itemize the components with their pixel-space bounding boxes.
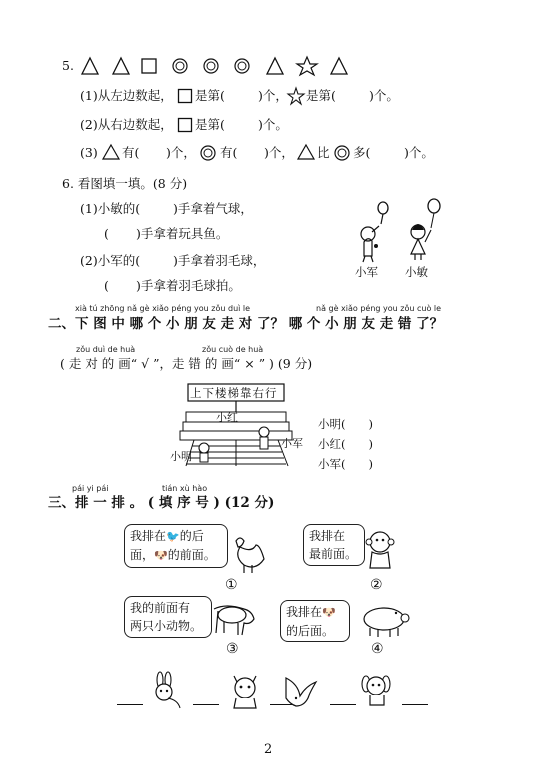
answer-xiaojun: 小军( ) [318,457,373,471]
q5-line1-d: 是第( [306,88,336,103]
q5-line3-h: )个。 [404,145,434,160]
triangle-icon [298,145,314,159]
square-icon [178,118,192,132]
bird-icon: 🐦 [166,530,180,543]
sec3-pinyin-2: tián xù hào [162,484,208,493]
square-icon [142,59,156,73]
cat-illustration [228,672,262,708]
cow-illustration [210,601,258,637]
sec2-pinyin-1: xià tú zhōng nǎ gè xiǎo péng you zǒu duì le [75,304,251,313]
flower-icon [235,59,249,73]
answer-blank-2[interactable] [193,704,219,705]
q6-b2: ( [104,278,109,293]
q5-line3-start: (3) [80,145,98,160]
label-xiaohong: 小红 [216,411,238,424]
q6-a2: ( [104,226,109,241]
sec3-pinyin-1: pái yi pái [72,484,109,493]
sec3-title: 三、排 一 排 。 ( 填 序 号 ) (12 分) [48,495,275,511]
q5-line1-start: (1)从左边数起， [80,88,173,103]
answer-xiaohong: 小红( ) [318,437,373,451]
triangle-icon [103,145,119,159]
label-xiaomin: 小敏 [405,265,428,279]
speech-bubble-2: 我排在 最前面。 [303,524,365,566]
flower-icon [204,59,218,73]
rooster-illustration [226,533,270,577]
answer-blank-1[interactable] [117,704,143,705]
q5-line3-c: )个， [166,145,196,160]
dog-icon: 🐶 [322,606,336,619]
sec2-title: 二、下 图 中 哪 个 小 朋 友 走 对 了？ 哪 个 小 朋 友 走 错 了？ [48,316,444,332]
number-1: ① [225,577,238,593]
q6-b1: (2)小军的( [80,253,141,268]
flower-icon [200,145,216,161]
girl-with-balloon-illustration [403,198,453,260]
shape-sequence [80,55,380,77]
boy-with-racket-illustration [352,202,402,262]
monkey-illustration [362,530,402,574]
q5-line3-b: 有( [122,145,140,160]
triangle-icon [331,58,347,74]
sec2-pinyin-3: zǒu duì de huà [76,345,136,354]
label-xiaoming: 小明 [170,450,192,463]
flower-icon [334,145,350,161]
q5-line2-start: (2)从右边数起， [80,117,173,132]
q5-line1-b: 是第( [195,88,225,103]
q6-a1: (1)小敏的( [80,201,141,216]
q5-line3-e: )个， [264,145,294,160]
q5-line2-c: )个。 [258,117,288,132]
label-xiaojun: 小军 [355,265,378,279]
number-3: ③ [226,641,239,657]
dog-illustration [358,672,394,708]
pig-illustration [358,603,410,639]
sec2-pinyin-2: nǎ gè xiǎo péng you zǒu cuò le [316,304,442,313]
rabbit-illustration [148,672,182,708]
q6-b1b: )手拿着羽毛球， [173,253,266,268]
label-xiaojun-stairs: 小军 [281,437,303,450]
q5-line3-f: 比 [317,145,330,160]
q5-number: 5. [62,58,74,73]
answer-blank-5[interactable] [402,704,428,705]
sec2-pinyin-4: zǒu cuò de huà [202,345,264,354]
q6-a1b: )手拿着气球， [173,201,253,216]
swallow-illustration [282,672,318,708]
speech-bubble-3: 我的前面有 两只小动物。 [124,596,212,638]
answer-blank-4[interactable] [330,704,356,705]
answer-xiaoming: 小明( ) [318,417,373,431]
number-4: ④ [371,641,384,657]
q5-line1-e: )个。 [369,88,399,103]
q6-title: 6. 看图填一填。(8 分) [62,176,188,191]
flower-icon [173,59,187,73]
q6-b2b: )手拿着羽毛球拍。 [136,278,241,293]
page-number: 2 [264,742,273,757]
q5-line1-c: )个， [258,88,288,103]
sec2-instruction: ( 走 对 的 画“ √ ”，走 错 的 画“ × ” ) (9 分) [60,356,313,371]
number-2: ② [370,577,383,593]
square-icon [178,89,192,103]
triangle-icon [267,58,283,74]
dog-icon: 🐶 [154,549,168,562]
staircase-sign: 上下楼梯靠右行 [190,386,278,400]
q5-line2-b: 是第( [195,117,225,132]
speech-bubble-1: 我排在🐦的后 面，🐶的前面。 [124,524,228,568]
q5-line3-d: 有( [220,145,238,160]
speech-bubble-4: 我排在🐶 的后面。 [280,600,350,642]
q5-line3-g: 多( [353,145,371,160]
triangle-icon [113,58,129,74]
q6-a2b: )手拿着玩具鱼。 [136,226,229,241]
triangle-icon [82,58,98,74]
child-figure-xiaojun [259,427,269,449]
child-figure-xiaoming [199,443,209,462]
star-icon [297,57,317,75]
star-icon [288,88,304,104]
